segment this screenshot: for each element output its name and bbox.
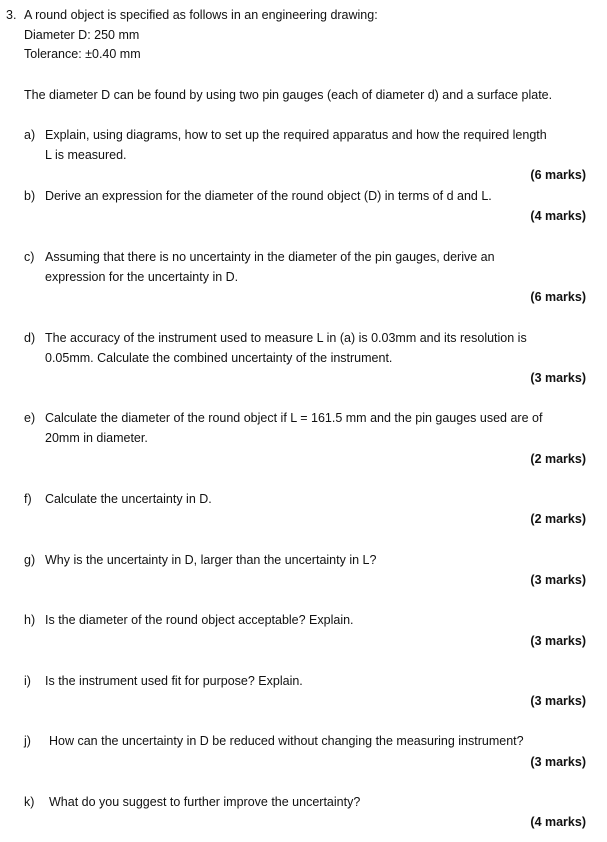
question-text: Derive an expression for the diameter of the round object (D) in terms of d and L. [45,189,492,203]
marks-label: (2 marks) [530,512,586,526]
marks-label: (3 marks) [530,755,586,769]
question-text: Is the diameter of the round object acceptable? Explain. [45,613,354,627]
tolerance-spec: Tolerance: ±0.40 mm [24,47,141,61]
marks-label: (4 marks) [530,815,586,829]
question-label: f) [24,492,32,506]
question-text: The accuracy of the instrument used to measure L in (a) is 0.03mm and its resolution is [45,331,527,345]
marks-label: (3 marks) [530,694,586,708]
question-label: j) [24,734,31,748]
marks-label: (2 marks) [530,452,586,466]
marks-label: (3 marks) [530,573,586,587]
question-text-cont: expression for the uncertainty in D. [45,270,239,284]
question-text: Why is the uncertainty in D, larger than the uncertainty in L? [45,553,377,567]
question-number: 3. [6,8,17,22]
marks-label: (6 marks) [530,290,586,304]
question-label: i) [24,674,31,688]
question-text: How can the uncertainty in D be reduced without changing the measuring instrument? [49,734,524,748]
question-text: Explain, using diagrams, how to set up the required apparatus and how the required length [45,128,547,142]
question-label: e) [24,411,36,425]
question-label: a) [24,128,36,142]
question-label: h) [24,613,36,627]
intro-text: A round object is specified as follows in an engineering drawing: [24,8,378,22]
question-label: b) [24,189,36,203]
problem-statement: The diameter D can be found by using two pin gauges (each of diameter d) and a surface plate. [24,88,553,102]
question-text: Calculate the uncertainty in D. [45,492,212,506]
marks-label: (3 marks) [530,371,586,385]
question-text-cont: L is measured. [45,148,127,162]
question-text: Is the instrument used fit for purpose? Explain. [45,674,303,688]
question-text: Calculate the diameter of the round object if L = 161.5 mm and the pin gauges used are of [45,411,543,425]
question-text: What do you suggest to further improve the uncertainty? [49,795,361,809]
question-text-cont: 0.05mm. Calculate the combined uncertainty of the instrument. [45,351,393,365]
marks-label: (6 marks) [530,168,586,182]
question-label: d) [24,331,36,345]
diameter-spec: Diameter D: 250 mm [24,28,140,42]
marks-label: (4 marks) [530,209,586,223]
question-label: k) [24,795,35,809]
question-text-cont: 20mm in diameter. [45,431,148,445]
question-text: Assuming that there is no uncertainty in the diameter of the pin gauges, derive an [45,250,495,264]
question-label: g) [24,553,36,567]
question-label: c) [24,250,35,264]
marks-label: (3 marks) [530,634,586,648]
